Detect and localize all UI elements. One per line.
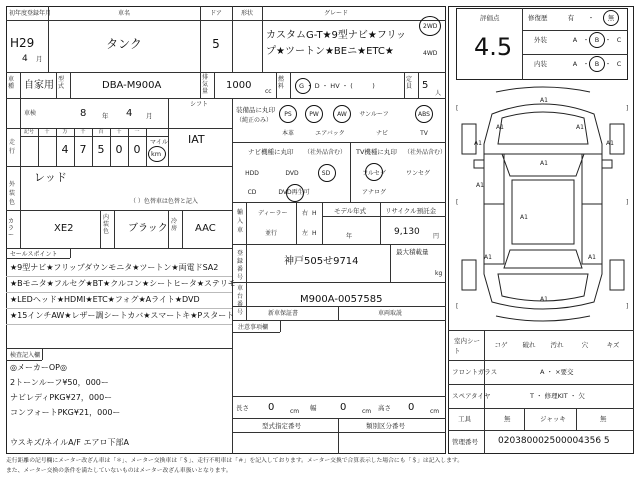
max-load-label: 最大積載量 (396, 248, 429, 256)
divider (6, 324, 232, 325)
registration-label: 登録番号 (237, 250, 244, 281)
mileage-digit-header: 万 (62, 129, 68, 135)
divider (380, 202, 381, 244)
equipment-item: PS (284, 111, 292, 118)
divider (42, 348, 43, 360)
score-label: 評価点 (480, 14, 500, 22)
width-value: 0 (340, 402, 347, 413)
diagram-mark: A1 (476, 182, 484, 189)
seat-item: コゲ (494, 341, 508, 349)
divider (404, 72, 405, 98)
import-left-h: H (312, 230, 317, 237)
spare-options: T ・ 修理KIT ・ 欠 (530, 392, 585, 400)
capacity-label: 定員 (406, 76, 413, 90)
mileage-digit-header: 記号 (23, 129, 34, 135)
divider (448, 430, 634, 431)
first-reg-month: 4 (22, 54, 28, 64)
mileage-digit: 7 (79, 143, 87, 156)
height-unit: cm (430, 408, 440, 415)
doors-value: 5 (212, 37, 220, 51)
divider (6, 276, 232, 277)
nav-label: ナビ機種に丸印 (248, 148, 294, 156)
length-unit: cm (290, 408, 300, 415)
equipment-item: 本革 (281, 130, 294, 137)
mileage-digit-header: 千 (80, 129, 86, 135)
rating-option: A (572, 60, 578, 68)
chassis-number: M900A-0057585 (300, 294, 383, 305)
shape-label: 形状 (240, 10, 253, 17)
divider (6, 348, 232, 349)
manual-label: 車両取説 (378, 310, 403, 317)
divider (146, 128, 147, 166)
divider (38, 128, 39, 166)
grade-value: カスタムG-T★9型ナビ★フリップ★ツートン★BEニ★ETC★ (266, 30, 407, 57)
footer-line2: また、メーター交換の条件を満たしていないものはメーター改ざん車扱いとなります。 (6, 468, 232, 474)
rating-option: ・ (582, 36, 590, 44)
tv-item: ワンセグ (405, 170, 430, 177)
interior-color: ブラック (128, 223, 168, 234)
divider (200, 72, 201, 98)
inspector-line: ウスキズ/ネイルA/F エアロ下部A (10, 438, 129, 447)
divider (70, 72, 71, 98)
divider (232, 332, 280, 333)
divider (6, 72, 446, 73)
divider (524, 408, 525, 430)
diagram-mark: A1 (540, 296, 548, 303)
divider (232, 282, 446, 283)
grade-label: グレード (323, 10, 348, 17)
seat-item: 穴 (581, 341, 589, 349)
inspector-line: コンフォートPKG¥21，000ー (10, 408, 121, 417)
nav-item: HDD (245, 170, 259, 177)
manage-number: 020380002500004356 5 (498, 436, 610, 446)
divider (6, 308, 232, 309)
divider (338, 418, 339, 454)
divider (168, 98, 169, 166)
registration-plate: 神戸505せ9714 (284, 256, 359, 267)
tools-value: 無 (504, 415, 511, 423)
divider (232, 396, 446, 397)
interior-color-label: 内装色 (103, 214, 110, 235)
mileage-label: 走行 (9, 139, 16, 155)
rating-option: 有 (567, 14, 575, 22)
import-parallel: 並行 (265, 230, 278, 237)
score-value: 4.5 (474, 33, 513, 61)
shift-value: IAT (188, 133, 205, 146)
divider (448, 408, 634, 409)
diagram-mark: A1 (606, 140, 614, 147)
warranty-label: 新車保証書 (268, 310, 299, 317)
inspection-month: 4 (126, 108, 133, 119)
equipment-item: PW (309, 111, 319, 118)
selling-point-line: ★Bモニタ★フルセグ★BT★クルコン★シートヒータ★ステリモ (10, 279, 236, 288)
import-right-h: H (312, 210, 317, 217)
divider (6, 210, 232, 211)
rating-option: B (594, 36, 600, 44)
diagram-mark: A1 (520, 214, 528, 221)
type-label: 型式 (58, 76, 65, 90)
rating-option: ・ (604, 60, 612, 68)
diagram-mark: A1 (540, 160, 548, 167)
fuel-label: 燃料 (278, 76, 285, 90)
mileage-digit: 4 (61, 143, 69, 156)
kind-label: 車種 (8, 76, 15, 90)
diagram-mark: A1 (540, 97, 548, 104)
svg-text:]: ] (626, 199, 629, 206)
divider (20, 98, 21, 248)
mileage-digit-header: 十 (116, 129, 122, 135)
rating-option: B (594, 60, 600, 68)
import-dealer: ディーラー (258, 210, 288, 217)
first-reg-month-unit: 月 (36, 55, 43, 63)
color-code: XE2 (54, 223, 74, 234)
rating-option: A (572, 36, 578, 44)
svg-text:[: [ (456, 303, 459, 310)
length-value: 0 (268, 402, 275, 413)
equipment-item: エアバック (315, 130, 345, 137)
inspector-label: 検査記入欄 (10, 352, 41, 359)
divider (350, 142, 351, 202)
repair-label: 修復歴 (528, 14, 548, 22)
inspection-year-unit: 年 (102, 112, 109, 120)
class-label: 類別区分番号 (366, 422, 405, 430)
selling-point-line: ★15インチAW★レザー調シートカバ★スマートキ★Pスタート (10, 311, 235, 320)
divider (6, 98, 446, 99)
model-year-unit: 年 (346, 233, 353, 240)
mileage-digit: 5 (97, 143, 105, 156)
divider (6, 248, 232, 249)
inspection-month-unit: 月 (146, 112, 153, 120)
mileage-unit-km: km (151, 150, 162, 158)
divider (232, 306, 446, 307)
width-unit: cm (362, 408, 372, 415)
divider (322, 216, 446, 217)
selling-point-line: ★9型ナビ★フリップダウンモニタ★ツートン★両電ドSA2 (10, 263, 219, 272)
height-label: 高さ (378, 404, 391, 412)
rating-option: 無 (607, 14, 615, 22)
fuel-options: G ・ D ・ HV ・ ( ) (299, 82, 375, 90)
tools-label: 工具 (458, 415, 471, 423)
jack-label: ジャッキ (540, 415, 566, 423)
divider (448, 384, 634, 385)
divider (6, 166, 232, 167)
equipment-item: ナビ (375, 130, 388, 137)
divider (280, 320, 281, 332)
divider (522, 54, 628, 55)
selling-point-line: ★LEDヘッド★HDMI★ETC★フォグ★Aライト★DVD (10, 295, 200, 304)
divider (232, 432, 446, 433)
divider (20, 72, 21, 98)
exterior-color: レッド (34, 171, 67, 184)
import-label: 輸入車 (237, 209, 244, 234)
drive-4wd: 4WD (423, 50, 438, 57)
interior-seat-label: 室内シート (454, 337, 480, 355)
displacement-value: 1000 (226, 80, 252, 91)
rating-option: ・ (582, 60, 590, 68)
equipment-item: AW (337, 111, 347, 118)
diagram-mark: A1 (484, 254, 492, 261)
displacement-label: 排気量 (202, 74, 209, 95)
chassis-label: 車台番号 (237, 285, 244, 316)
seat-item: 汚れ (550, 341, 564, 349)
divider (6, 20, 446, 21)
equipment-item: サンルーフ (359, 111, 389, 118)
shift-label: シフト (190, 101, 209, 108)
divider (276, 72, 277, 98)
divider (6, 292, 232, 293)
capacity-unit: 人 (435, 90, 442, 97)
divider (522, 8, 523, 80)
divider (232, 244, 446, 245)
car-name-label: 車名 (117, 10, 130, 17)
doors-label: ドア (210, 10, 222, 17)
mileage-digit: 0 (115, 143, 123, 156)
mileage-unit-mile: マイル (150, 139, 168, 146)
nav-item: SD (321, 170, 331, 177)
type-value: DBA-M900A (102, 80, 162, 91)
divider (522, 30, 628, 31)
model-year-label: モデル年式 (334, 207, 367, 215)
equipment-item: TV (420, 130, 428, 137)
divider (232, 142, 446, 143)
diagram-mark: A1 (576, 124, 584, 131)
rating-option: ・ (587, 14, 595, 22)
divider (6, 258, 70, 259)
divider (390, 244, 391, 282)
svg-text:[: [ (456, 199, 459, 206)
int-rating-label: 内装 (534, 60, 547, 68)
tv-sub: （社外品含む） (404, 149, 447, 156)
divider (168, 210, 169, 248)
cc-unit: cc (265, 88, 272, 95)
footer-line1: 走行距離の記号欄にメーター改ざん車は「＊」、メーター交換車は「＄」、走行不明車は「＃」を記入しております。メーター交換で合算表示した場合にも「＄」は記入します。 (6, 458, 464, 464)
rating-option: C (616, 60, 622, 68)
seat-item: 破れ (522, 341, 536, 349)
svg-text:[: [ (456, 105, 459, 112)
color-code-label: カラー (8, 218, 15, 239)
divider (214, 72, 215, 98)
inspector-line: ◎メーカーOP◎ (10, 363, 67, 372)
divider (100, 210, 101, 248)
mileage-digit-header: 十 (44, 129, 50, 135)
tv-item: アナログ (361, 189, 386, 196)
nav-item: DVD (285, 170, 299, 177)
kind-value: 自家用 (24, 80, 54, 91)
first-reg-era: H29 (10, 36, 35, 50)
max-load-unit: kg (435, 270, 443, 277)
divider (338, 306, 339, 320)
exterior-label: 外装色 (9, 181, 16, 206)
divider (232, 418, 446, 419)
inspection-label: 車検 (24, 110, 37, 117)
model-no-label: 型式指定番号 (262, 422, 301, 430)
divider (448, 360, 634, 361)
inspection-year: 8 (80, 108, 87, 119)
diagram-mark: A1 (474, 140, 482, 147)
mileage-digit-header: 一 (134, 129, 140, 135)
divider (322, 202, 323, 244)
divider (70, 248, 71, 258)
ext-rating-label: 外装 (534, 36, 547, 44)
divider (232, 202, 446, 203)
jack-value: 無 (600, 415, 607, 423)
nav-sub: （社外品含む） (304, 149, 347, 156)
rating-option: C (616, 36, 622, 44)
ac-value: AAC (195, 223, 216, 234)
equipment-label: 装備品に丸印 (236, 106, 275, 114)
nav-item: CD (247, 189, 257, 196)
import-left: 左 (302, 230, 309, 237)
mileage-digit: 0 (133, 143, 141, 156)
nav-item: DVD再生可 (278, 189, 310, 196)
tv-item: フルセグ (362, 170, 386, 177)
divider (232, 98, 233, 454)
capacity-value: 5 (422, 80, 429, 91)
inspector-line: ナビレディPKG¥27，000ー (10, 393, 113, 402)
exterior-note: （ ）色替車は色替と記入 (130, 198, 198, 205)
equipment-item: ABS (418, 111, 430, 118)
windshield-label: フロントガラス (452, 368, 498, 376)
import-right: 右 (302, 210, 309, 217)
divider (246, 202, 247, 244)
diagram-mark: A1 (496, 124, 504, 131)
mileage-digit-header: 百 (98, 129, 104, 135)
spare-label: スペアタイヤ (452, 392, 491, 400)
divider (182, 210, 183, 248)
car-name: タンク (106, 37, 142, 51)
divider (290, 72, 291, 98)
divider (6, 360, 42, 361)
divider (296, 202, 297, 244)
length-label: 長さ (236, 404, 249, 412)
diagram-mark: A1 (588, 254, 596, 261)
divider (576, 408, 577, 430)
svg-text:]: ] (626, 303, 629, 310)
divider (56, 72, 57, 98)
equipment-sub: （純正のみ） (236, 117, 273, 124)
divider (418, 72, 419, 98)
divider (114, 210, 115, 248)
recycle-value: 9,130 (394, 227, 420, 237)
ac-label: 冷房 (171, 218, 178, 232)
manage-label: 管理番号 (452, 438, 478, 446)
inspector-line: 2トーンルーフ¥50，000ー (10, 378, 109, 387)
drive-2wd: 2WD (423, 23, 438, 30)
recycle-label: リサイクル預託金 (385, 207, 437, 215)
rating-option: ・ (604, 36, 612, 44)
divider (448, 330, 634, 331)
height-value: 0 (408, 402, 415, 413)
selling-points-label: セールスポイント (10, 251, 58, 258)
recycle-unit: 円 (433, 233, 440, 240)
divider (232, 320, 446, 321)
notes-label: 注意事項欄 (238, 324, 269, 331)
svg-text:]: ] (626, 105, 629, 112)
seat-item: キズ (606, 341, 620, 349)
car-damage-diagram (452, 84, 634, 324)
width-label: 幅 (310, 404, 317, 412)
tv-label: TV機種に丸印 (356, 148, 397, 156)
windshield-options: A ・ ×要交 (540, 368, 574, 376)
first-reg-label: 初年度登録年月 (9, 10, 52, 17)
